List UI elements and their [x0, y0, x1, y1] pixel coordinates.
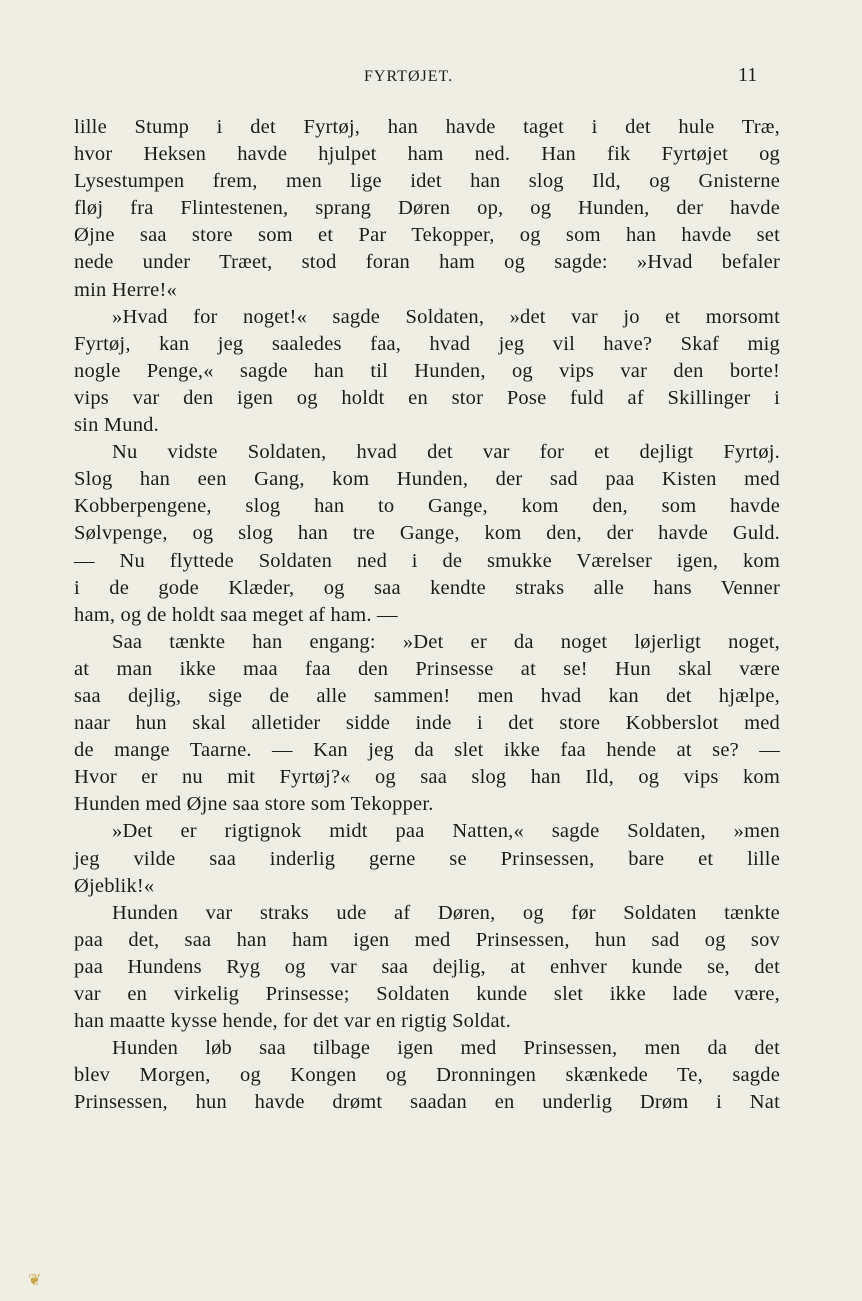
- text-line: blev Morgen, og Kongen og Dronningen skænkede Te, sagde: [74, 1064, 780, 1087]
- text-line: vips var den igen og holdt en stor Pose fuld af Skillinger i: [74, 386, 780, 409]
- text-line: »Det er rigtignok midt paa Natten,« sagde Soldaten, »men: [112, 820, 780, 843]
- text-line: Sølvpenge, og slog han tre Gange, kom den, der havde Guld.: [74, 522, 780, 545]
- text-line: Slog han een Gang, kom Hunden, der sad paa Kisten med: [74, 468, 780, 491]
- text-line: lille Stump i det Fyrtøj, han havde taget i det hule Træ,: [74, 116, 780, 138]
- text-line: Hunden med Øjne saa store som Tekopper.: [74, 793, 434, 816]
- text-line: min Herre!«: [74, 278, 177, 301]
- text-line: — Nu flyttede Soldaten ned i de smukke Værelser igen, kom: [74, 549, 780, 572]
- text-line: Hunden var straks ude af Døren, og før Soldaten tænkte: [112, 901, 780, 924]
- text-line: sin Mund.: [74, 414, 159, 437]
- text-line: »Hvad for noget!« sagde Soldaten, »det var jo et morsomt: [112, 305, 780, 328]
- text-line: Øjeblik!«: [74, 874, 155, 897]
- text-line: Øjne saa store som et Par Tekopper, og som han havde set: [74, 224, 780, 247]
- text-line: Lysestumpen frem, men lige idet han slog Ild, og Gnisterne: [74, 170, 780, 193]
- text-line: hvor Heksen havde hjulpet ham ned. Han fik Fyrtøjet og: [74, 143, 780, 166]
- text-line: ham, og de holdt saa meget af ham. —: [74, 603, 398, 626]
- text-line: saa dejlig, sige de alle sammen! men hvad kan det hjælpe,: [74, 684, 780, 707]
- text-line: Prinsessen, hun havde drømt saadan en underlig Drøm i Nat: [74, 1091, 780, 1114]
- running-head: [0, 64, 862, 92]
- text-line: nede under Træet, stod foran ham og sagde: »Hvad befaler: [74, 251, 780, 274]
- text-line: fløj fra Flintestenen, sprang Døren op, og Hunden, der havde: [74, 197, 780, 220]
- body-text: [74, 114, 780, 1116]
- text-line: Saa tænkte han engang: »Det er da noget løjerligt noget,: [112, 630, 780, 653]
- text-line: at man ikke maa faa den Prinsesse at se! Hun skal være: [74, 657, 780, 680]
- text-line: i de gode Klæder, og saa kendte straks alle hans Venner: [74, 576, 780, 599]
- text-line: de mange Taarne. — Kan jeg da slet ikke faa hende at se? —: [74, 739, 780, 762]
- text-line: nogle Penge,« sagde han til Hunden, og vips var den borte!: [74, 359, 780, 382]
- text-line: Hvor er nu mit Fyrtøj?« og saa slog han Ild, og vips kom: [74, 766, 780, 789]
- running-title: FYRTØJET.: [364, 68, 454, 85]
- text-line: Nu vidste Soldaten, hvad det var for et dejligt Fyrtøj.: [112, 441, 780, 464]
- page-number: 11: [738, 64, 758, 86]
- text-line: Hunden løb saa tilbage igen med Prinsessen, men da det: [112, 1037, 780, 1060]
- text-line: paa Hundens Ryg og var saa dejlig, at enhver kunde se, det: [74, 955, 780, 978]
- text-line: Fyrtøj, kan jeg saaledes faa, hvad jeg vil have? Skaf mig: [74, 332, 780, 355]
- text-line: naar hun skal alletider sidde inde i det store Kobberslot med: [74, 712, 780, 735]
- text-line: var en virkelig Prinsesse; Soldaten kunde slet ikke lade være,: [74, 983, 780, 1005]
- text-line: jeg vilde saa inderlig gerne se Prinsessen, bare et lille: [74, 847, 780, 870]
- margin-mark-icon: ❦: [28, 1272, 42, 1289]
- text-line: Kobberpengene, slog han to Gange, kom den, som havde: [74, 495, 780, 518]
- text-line: han maatte kysse hende, for det var en rigtig Soldat.: [74, 1010, 511, 1033]
- text-line: paa det, saa han ham igen med Prinsessen, hun sad og sov: [74, 928, 780, 951]
